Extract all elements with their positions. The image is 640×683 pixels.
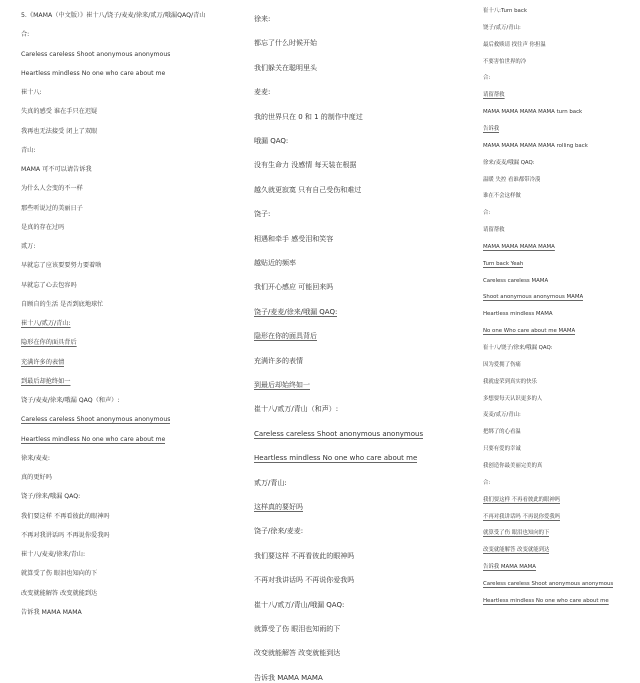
lyric-line: 崔十八: [21, 89, 42, 96]
lyric-line: 贰万: [21, 243, 36, 250]
lyric-line: 告诉我 MAMA MAMA [21, 608, 82, 616]
lyric-line: 失真的感受 谁在手只在迟疑 [21, 108, 98, 116]
lyric-line: 饶子/麦麦/徐来/哦漏 QAQ（和声）: [21, 397, 120, 404]
lyric-line: 麦麦: [254, 88, 271, 97]
lyric-line: 合: [21, 31, 30, 39]
lyric-line: 隐形在你的面具背后 [254, 332, 317, 341]
lyric-line: 多想要每天认识更多的人 [483, 395, 543, 402]
lyric-line: 自顾自的生活 是否到底地球忙 [21, 300, 104, 308]
lyric-line: 我们躲关在聪明里头 [254, 63, 317, 72]
lyric-line: 越久就更寂寞 只有自己受伤和难过 [254, 185, 362, 194]
lyric-line: 合: [483, 210, 491, 217]
lyric-line: MAMA 可不可以请告诉我 [21, 166, 92, 173]
lyric-line: 合: [483, 75, 491, 82]
lyric-line: 充满许多的表情 [254, 356, 303, 365]
lyric-line: Shoot anonymous anonymous MAMA [483, 294, 584, 301]
lyric-line: 徐来: [254, 15, 271, 23]
lyrics-column-3 [474, 0, 640, 622]
lyric-line: 这样真的要好吗 [254, 503, 303, 511]
lyric-line: 那些听说过的美丽日子 [21, 204, 83, 212]
lyric-line: 谁在不会这样做 [483, 193, 521, 200]
lyric-line: 不再对我讲话吗 不再说你爱我吗 [254, 576, 355, 585]
lyric-line: 告诉我 MAMA MAMA [254, 673, 323, 682]
lyric-line: Careless careless MAMA [483, 277, 549, 284]
lyric-line: 早就忘了应该要要努力要着啥 [21, 262, 102, 270]
lyric-line: Turn back Yeah [483, 260, 524, 267]
lyric-line: 改变就能解答 改变就能到达 [21, 589, 98, 597]
lyric-line: 温暖 失控 看谁都带冷漠 [483, 176, 541, 183]
lyric-line: 就算受了伤 眼泪也知向的下 [483, 530, 550, 537]
lyric-line: 我的世界只在 0 和 1 的制作中度过 [254, 112, 363, 121]
lyric-line: 哦漏 QAQ: [254, 137, 289, 145]
lyric-line: 就算受了伤 眼泪也知向的下 [21, 570, 98, 578]
lyric-line: 就算受了伤 眼泪也知雨的下 [254, 625, 341, 633]
lyric-line: 崔十八:Turn back [483, 8, 527, 14]
lyric-line: 徐来/麦麦: [21, 454, 50, 462]
lyric-line: 我们要这样 不再看彼此的眼神吗 [483, 496, 561, 503]
lyric-line: 饶子/徐来/哦漏 QAQ: [21, 493, 81, 501]
lyric-line: 崔十八/贰万/青山（和声）: [254, 405, 339, 414]
lyric-line: 崔十八/饶子/徐来/哦漏 QAQ: [483, 345, 553, 351]
lyric-line: 饶子/贰万/青山: [483, 24, 521, 31]
lyric-line: 早就忘了心去包容吗 [21, 281, 77, 289]
lyric-line: 我们要这样 不再看彼此的眼神吗 [21, 512, 110, 520]
lyric-line: Careless careless Shoot anonymous anonymous [483, 580, 614, 587]
lyric-line: 因为爱拥了伤痛 [483, 361, 521, 368]
lyrics-column-1 [0, 0, 236, 622]
lyric-line: 告诉我 MAMA MAMA [483, 564, 536, 571]
lyric-line: 改变就能解答 改变就能到达 [483, 547, 550, 554]
lyric-line: 青山: [21, 146, 36, 154]
lyric-line: 改变就能解答 改变就能到达 [254, 649, 341, 658]
lyric-line: 崔十八/麦麦/徐来/青山: [21, 551, 86, 558]
lyric-line: Careless careless Shoot anonymous anonymous [21, 50, 171, 58]
lyric-line: 隐形在你的面具背后 [21, 339, 77, 347]
lyric-line: 崔十八/贰万/青山/哦漏 QAQ: [254, 600, 345, 609]
lyric-line: 到最后却抢终如一 [21, 377, 71, 385]
lyric-line: 到最后却始终如一 [254, 381, 310, 389]
lyric-line: 饶子/徐来/麦麦: [254, 527, 304, 536]
lyric-line: 不再对我讲话吗 不再说你爱我吗 [21, 531, 110, 539]
lyric-line: MAMA MAMA MAMA MAMA [483, 243, 555, 250]
lyric-line: 没有生命力 没感情 每天装在根据 [254, 161, 357, 170]
lyrics-column-2 [240, 0, 476, 682]
lyric-line: 请留帮救 [483, 227, 505, 234]
lyric-line: 都忘了什么时候开始 [254, 39, 317, 48]
lyric-line: MAMA MAMA MAMA MAMA rolling back [483, 142, 588, 149]
lyric-line: MAMA MAMA MAMA MAMA turn back [483, 109, 583, 116]
lyric-line: No one Who care about me MAMA [483, 328, 576, 335]
lyric-line: 徐来/麦麦/哦漏 QAQ: [483, 159, 535, 166]
lyric-line: 为什么人会变的不一样 [21, 185, 83, 193]
lyric-line: Heartless mindless No one who care about me [483, 597, 609, 604]
lyric-line: Heartless mindless No one who care about me [254, 454, 418, 463]
lyric-line: 只要有爱的幸诚 [483, 446, 521, 453]
lyric-line: 我们开心感应 可能回来吗 [254, 283, 334, 292]
lyric-line: 崔十八/贰万/青山: [21, 320, 71, 327]
lyric-line: 麦麦/贰万/青山: [483, 412, 521, 419]
lyric-line: 告诉我 [483, 125, 500, 132]
lyric-line: Heartless mindless No one who care about me [21, 435, 166, 443]
lyric-line: 5.《MAMA（中文版）》崔十八/饶子/麦麦/徐来/贰万/哦漏QAQ/青山 [21, 12, 206, 19]
lyric-line: Careless careless Shoot anonymous anonymous [21, 416, 171, 424]
lyric-line: 越贴近的频率 [254, 259, 296, 267]
lyric-line: 贰万/青山: [254, 478, 287, 487]
lyric-line: 我们要这样 不再看彼此的眼神吗 [254, 551, 355, 560]
lyric-line: Heartless mindless MAMA [483, 311, 553, 318]
lyric-line: 充满许多的表情 [21, 358, 65, 366]
lyric-line: Careless careless Shoot anonymous anonymous [254, 429, 424, 438]
lyric-line: 饶子: [254, 210, 271, 219]
lyric-line: 相遇和牵手 感受泪和笑容 [254, 234, 334, 243]
lyric-line: 不再对我讲话吗 不再说你爱我吗 [483, 513, 561, 520]
lyric-line: 不要害怕世界的冷 [483, 58, 527, 65]
lyric-line: 请留帮救 [483, 92, 505, 99]
lyric-line: 我就虚荣到真实的快乐 [483, 378, 537, 385]
lyric-line: 我再也无法接受 闭上了双眼 [21, 127, 98, 135]
lyric-line: 把绑了的心看温 [483, 429, 521, 436]
lyric-line: 合: [483, 479, 491, 486]
lyric-line: 真的更好吗 [21, 474, 52, 481]
lyric-line: 最后救赎请 找往声 你担温 [483, 41, 546, 48]
lyric-line: Heartless mindless No one who care about me [21, 69, 166, 77]
lyric-line: 是真的存在过吗 [21, 223, 65, 231]
lyric-line: 我创造你最美丽完美的真 [483, 462, 543, 469]
lyric-line: 饶子/麦麦/徐来/哦漏 QAQ: [254, 307, 338, 316]
